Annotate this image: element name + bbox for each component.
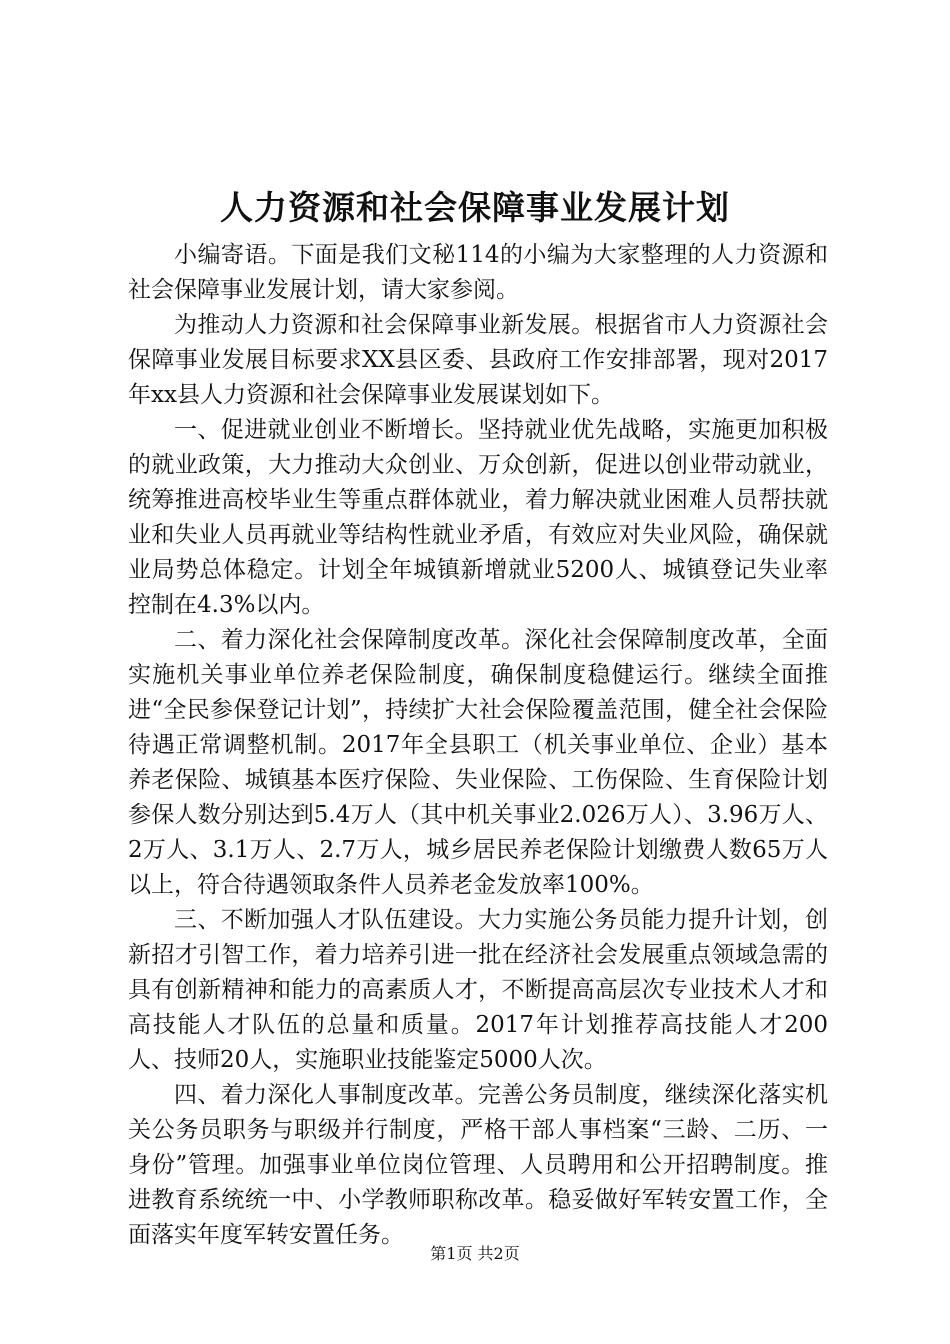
page-footer: 第1页 共2页 bbox=[430, 1244, 520, 1263]
paragraph-personnel-reform: 四、着力深化人事制度改革。完善公务员制度，继续深化落实机关公务员职务与职级并行制度，严格干部人事档案“三龄、二历、一身份”管理。加强事业单位岗位管理、人员聘用和公开招聘制度。推进教育系统统一中、小学教师职称改革。稳妥做好军转安置工作，全面落实年度军转安置任务。 bbox=[128, 1082, 828, 1248]
paragraph-talent: 三、不断加强人才队伍建设。大力实施公务员能力提升计划，创新招才引智工作，着力培养引进一批在经济社会发展重点领域急需的具有创新精神和能力的高素质人才，不断提高高层次专业技术人才和高技能人才队伍的总量和质量。2017年计划推荐高技能人才200人、技师20人，实施职业技能鉴定5000人次。 bbox=[128, 907, 828, 1073]
paragraph-intro: 小编寄语。下面是我们文秘114的小编为大家整理的人力资源和社会保障事业发展计划，请大家参阅。 bbox=[128, 242, 828, 303]
paragraph-social-security: 二、着力深化社会保障制度改革。深化社会保障制度改革，全面实施机关事业单位养老保险制度，确保制度稳健运行。继续全面推进“全民参保登记计划”，持续扩大社会保险覆盖范围，健全社会保险待遇正常调整机制。2017年全县职工（机关事业单位、企业）基本养老保险、城镇基本医疗保险、失业保险、工伤保险、生育保险计划参保人数分别达到5.4万人（其中机关事业2.026万人）、3.96万人、2万人、3.1万人、2.7万人，城乡居民养老保险计划缴费人数65万人以上，符合待遇领取条件人员养老金发放率100%。 bbox=[128, 627, 828, 898]
document-title: 人力资源和社会保障事业发展计划 bbox=[220, 188, 730, 227]
paragraph-employment: 一、促进就业创业不断增长。坚持就业优先战略，实施更加积极的就业政策，大力推动大众创业、万众创新，促进以创业带动就业，统筹推进高校毕业生等重点群体就业，着力解决就业困难人员帮扶就业和失业人员再就业等结构性就业矛盾，有效应对失业风险，确保就业局势总体稳定。计划全年城镇新增就业5200人、城镇登记失业率控制在4.3%以内。 bbox=[128, 417, 828, 618]
document-body bbox=[128, 238, 828, 1253]
paragraph-background: 为推动人力资源和社会保障事业新发展。根据省市人力资源社会保障事业发展目标要求XX县区委、县政府工作安排部署，现对2017年xx县人力资源和社会保障事业发展谋划如下。 bbox=[128, 312, 828, 408]
